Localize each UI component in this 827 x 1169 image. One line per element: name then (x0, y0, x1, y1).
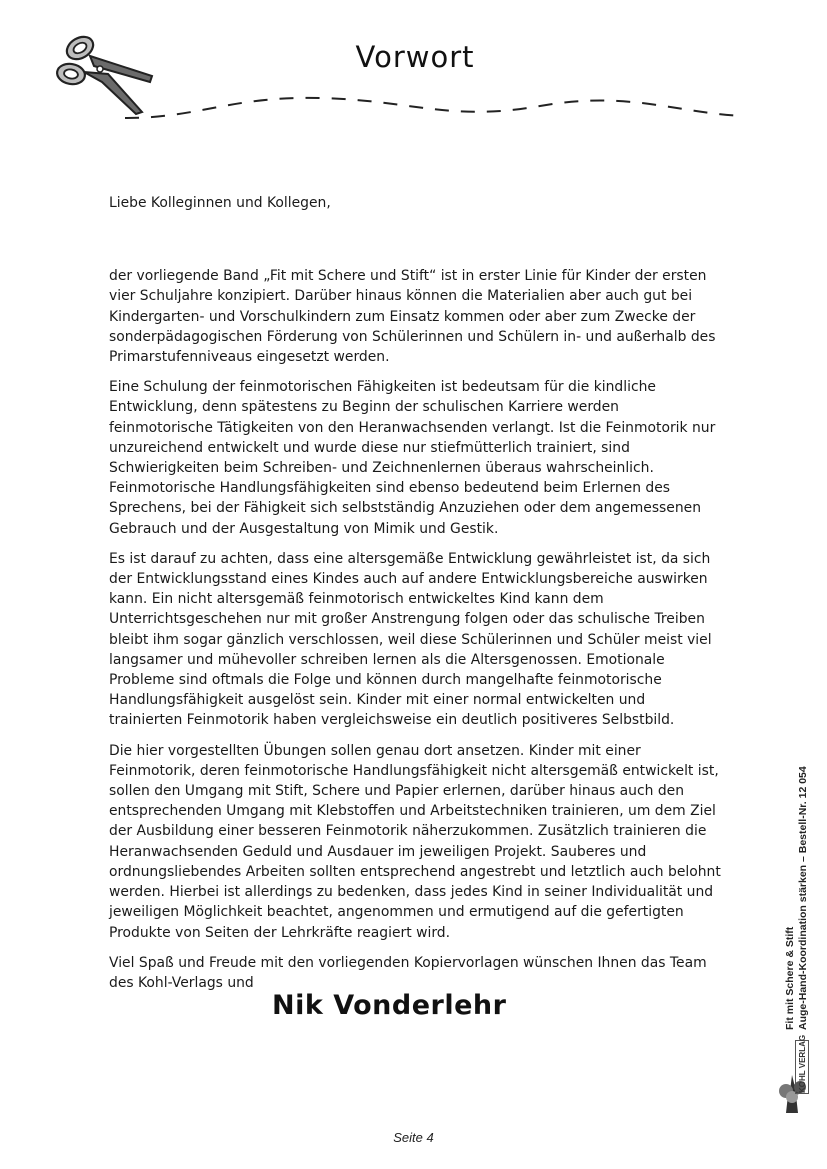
book-info-sidebar (784, 760, 824, 1030)
paragraph-3: Es ist darauf zu achten, dass eine altersgemäße Entwicklung gewährleistet ist, da sich der Entwicklungsstand eines Kindes auch auf andere Entwicklungsbereiche auswirken kann. Ein nicht altersgemäß feinmotorisch entwickeltes Kind kann dem Unterrichtsgeschehen nur mit großer Anstrengung folgen oder das schulische Treiben bleibt ihm sogar gänzlich verschlossen, weil diese Schülerinnen und Schüler meist viel langsamer und mühevoller schreiben lernen als die Altersgenossen. Emotionale Probleme sind oftmals die Folge und können durch mangelhafte feinmotorische Handlungsfähigkeit ausgelöst sein. Kinder mit einer normal entwickelten und trainierten Feinmotorik haben vergleichsweise ein deutlich positiveres Selbstbild. (109, 550, 712, 729)
book-subtitle-order-number: Auge-Hand-Koordination stärken – Bestell-Nr. 12 054 (797, 766, 809, 1030)
page-header (0, 0, 827, 140)
signature: Nik Vonderlehr (272, 990, 507, 1021)
paragraph-4: Die hier vorgestellten Übungen sollen genau dort ansetzen. Kinder mit einer Feinmotorik, deren feinmotorische Handlungsfähigkeit nicht altersgemäß entwickelt ist, sollen den Umgang mit Stift, Schere und Papier erlernen, darüber hinaus auch den entsprechenden Umgang mit Klebstoffen und Arbeitstechniken trainieren, um dem Ziel der Ausbildung einer besseren Feinmotorik näherzukommen. Zusätzlich trainieren die Heranwachsenden Geduld und Ausdauer im jeweiligen Projekt. Sauberes und ordnungsliebendes Arbeiten sollten entsprechend angestrebt und letztlich auch belohnt werden. Hierbei ist allerdings zu bedenken, dass jedes Kind in seiner Individualität und jeweiligen Möglichkeit beachtet, angenommen und ermutigend auf die gefertigten Produkte von Seiten der Lehrkräfte reagiert wird. (109, 742, 721, 941)
cut-line-decoration (120, 88, 750, 128)
book-title: Fit mit Schere & Stift (784, 926, 796, 1030)
paragraph-5: Viel Spaß und Freude mit den vorliegenden Kopiervorlagen wünschen Ihnen das Team des Kohl-Verlags und (109, 954, 707, 991)
page-number: Seite 4 (393, 1130, 434, 1145)
publisher-name: KOHL VERLAG (795, 1040, 809, 1094)
salutation: Liebe Kolleginnen und Kollegen, (109, 195, 331, 211)
paragraph-2: Eine Schulung der feinmotorischen Fähigkeiten ist bedeutsam für die kindliche Entwicklung, denn spätestens zu Beginn der schulischen Karriere werden feinmotorische Tätigkeiten von den Heranwachsenden verlangt. Ist die Feinmotorik nur unzureichend entwickelt und wurde diese nur stiefmütterlich trainiert, sind Schwierigkeiten beim Schreiben- und Zeichnenlernen überaus wahrscheinlich. Feinmotorische Handlungsfähigkeiten sind ebenso bedeutend beim Erlernen des Sprechens, bei der Fähigkeit sich selbstständig Anzuziehen oder dem angemessenen Gebrauch und der Ausgestaltung von Mimik und Gestik. (109, 379, 716, 537)
foreword-body (109, 193, 721, 1003)
paragraph-1: der vorliegende Band „Fit mit Schere und Stift“ ist in erster Linie für Kinder der ersten vier Schuljahre konzipiert. Darüber hinaus können die Materialien aber auch gut bei Kindergarten- und Vorschulkindern zum Einsatz kommen oder aber zum Zwecke der sonderpädagogischen Förderung von Schülerinnen und Schülern in- und außerhalb des Primarstufenniveaus eingesetzt werden. (109, 268, 716, 366)
publisher-logo (795, 1034, 809, 1094)
page-title: Vorwort (355, 40, 475, 74)
